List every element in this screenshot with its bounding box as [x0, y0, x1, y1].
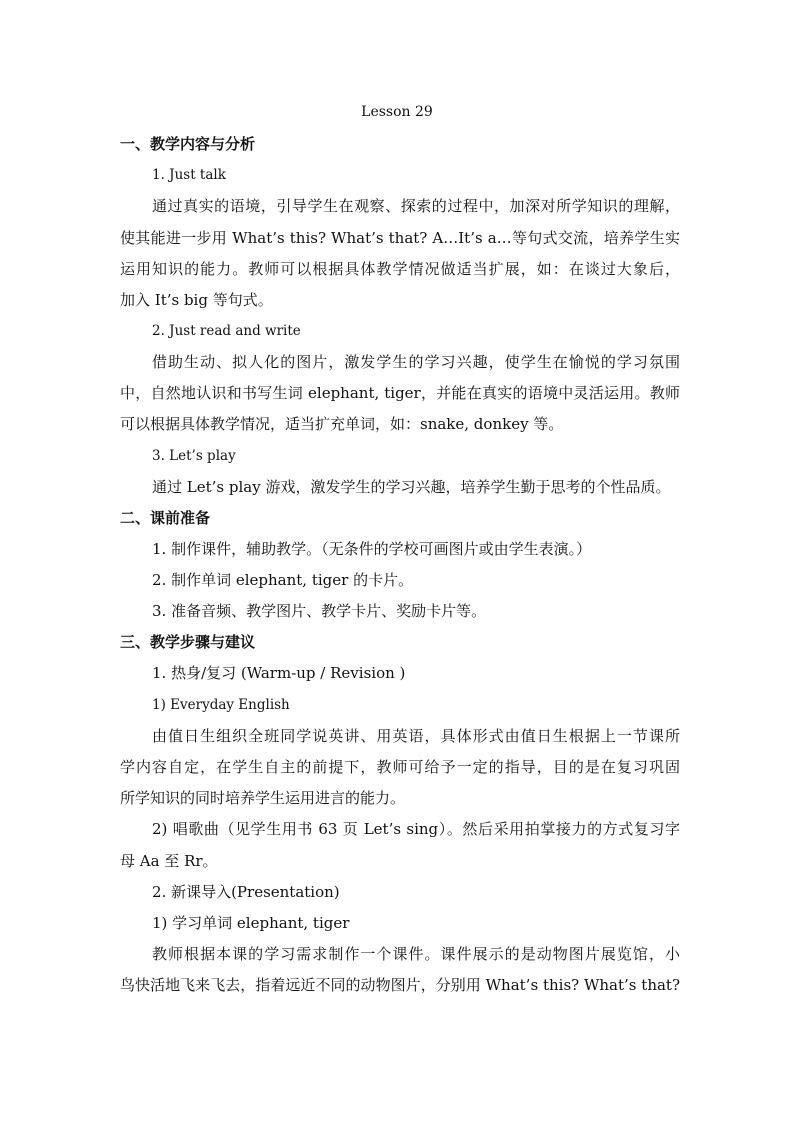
subheading-just-talk: 1. Just talk [152, 167, 226, 183]
step-subheading-learn-words: 1) 学习单词 elephant, tiger [152, 914, 350, 932]
paragraph-line: 加入 It’s big 等句式。 [120, 291, 273, 309]
paragraph-line: 通过 Let’s play 游戏，激发学生的学习兴趣，培养学生勤于思考的个性品质。 [152, 478, 671, 496]
section-heading-preparation: 二、课前准备 [120, 509, 211, 527]
paragraph-line: 母 Aa 至 Rr。 [120, 852, 218, 870]
paragraph-line: 使其能进一步用 What’s this? What’s that? A…It’s a…等句式交流，培养学生实 [120, 229, 680, 247]
subheading-just-read-and-write: 2. Just read and write [152, 323, 301, 339]
paragraph-line: 通过真实的语境，引导学生在观察、探索的过程中，加深对所学知识的理解， [152, 197, 680, 215]
section-heading-teaching-steps: 三、教学步骤与建议 [120, 633, 256, 651]
subheading-lets-play: 3. Let’s play [152, 448, 236, 464]
paragraph-line: 2) 唱歌曲（见学生用书 63 页 Let’s sing）。然后采用拍掌接力的方式复习字 [152, 820, 680, 838]
list-item: 3. 准备音频、教学图片、教学卡片、奖励卡片等。 [152, 602, 487, 620]
paragraph-line: 由值日生组织全班同学说英讲、用英语，具体形式由值日生根据上一节课所 [152, 727, 680, 745]
list-item: 2. 制作单词 elephant, tiger 的卡片。 [152, 571, 414, 589]
step-heading-warm-up: 1. 热身/复习 (Warm-up / Revision ) [152, 664, 406, 682]
paragraph-line: 中，自然地认识和书写生词 elephant, tiger，并能在真实的语境中灵活运用。教师 [120, 384, 680, 402]
paragraph-line: 可以根据具体教学情况，适当扩充单词，如：snake, donkey 等。 [120, 415, 564, 433]
paragraph-line: 教师根据本课的学习需求制作一个课件。课件展示的是动物图片展览馆，小 [152, 945, 680, 963]
section-heading-content-analysis: 一、教学内容与分析 [120, 135, 256, 153]
paragraph-line: 鸟快活地飞来飞去，指着远近不同的动物图片，分别用 What’s this? What’s that? [120, 976, 680, 994]
list-item: 1. 制作课件，辅助教学。（无条件的学校可画图片或由学生表演。） [152, 540, 592, 558]
step-heading-presentation: 2. 新课导入(Presentation) [152, 883, 340, 901]
paragraph-line: 所学知识的同时培养学生运用进言的能力。 [120, 789, 406, 807]
step-subheading-everyday-english: 1) Everyday English [152, 697, 290, 713]
paragraph-line: 借助生动、拟人化的图片，激发学生的学习兴趣，使学生在愉悦的学习氛围 [152, 353, 680, 371]
paragraph-line: 运用知识的能力。教师可以根据具体教学情况做适当扩展，如：在谈过大象后， [120, 260, 680, 278]
lesson-title: Lesson 29 [361, 104, 433, 120]
paragraph-line: 学内容自定，在学生自主的前提下，教师可给予一定的指导，目的是在复习巩固 [120, 758, 680, 776]
